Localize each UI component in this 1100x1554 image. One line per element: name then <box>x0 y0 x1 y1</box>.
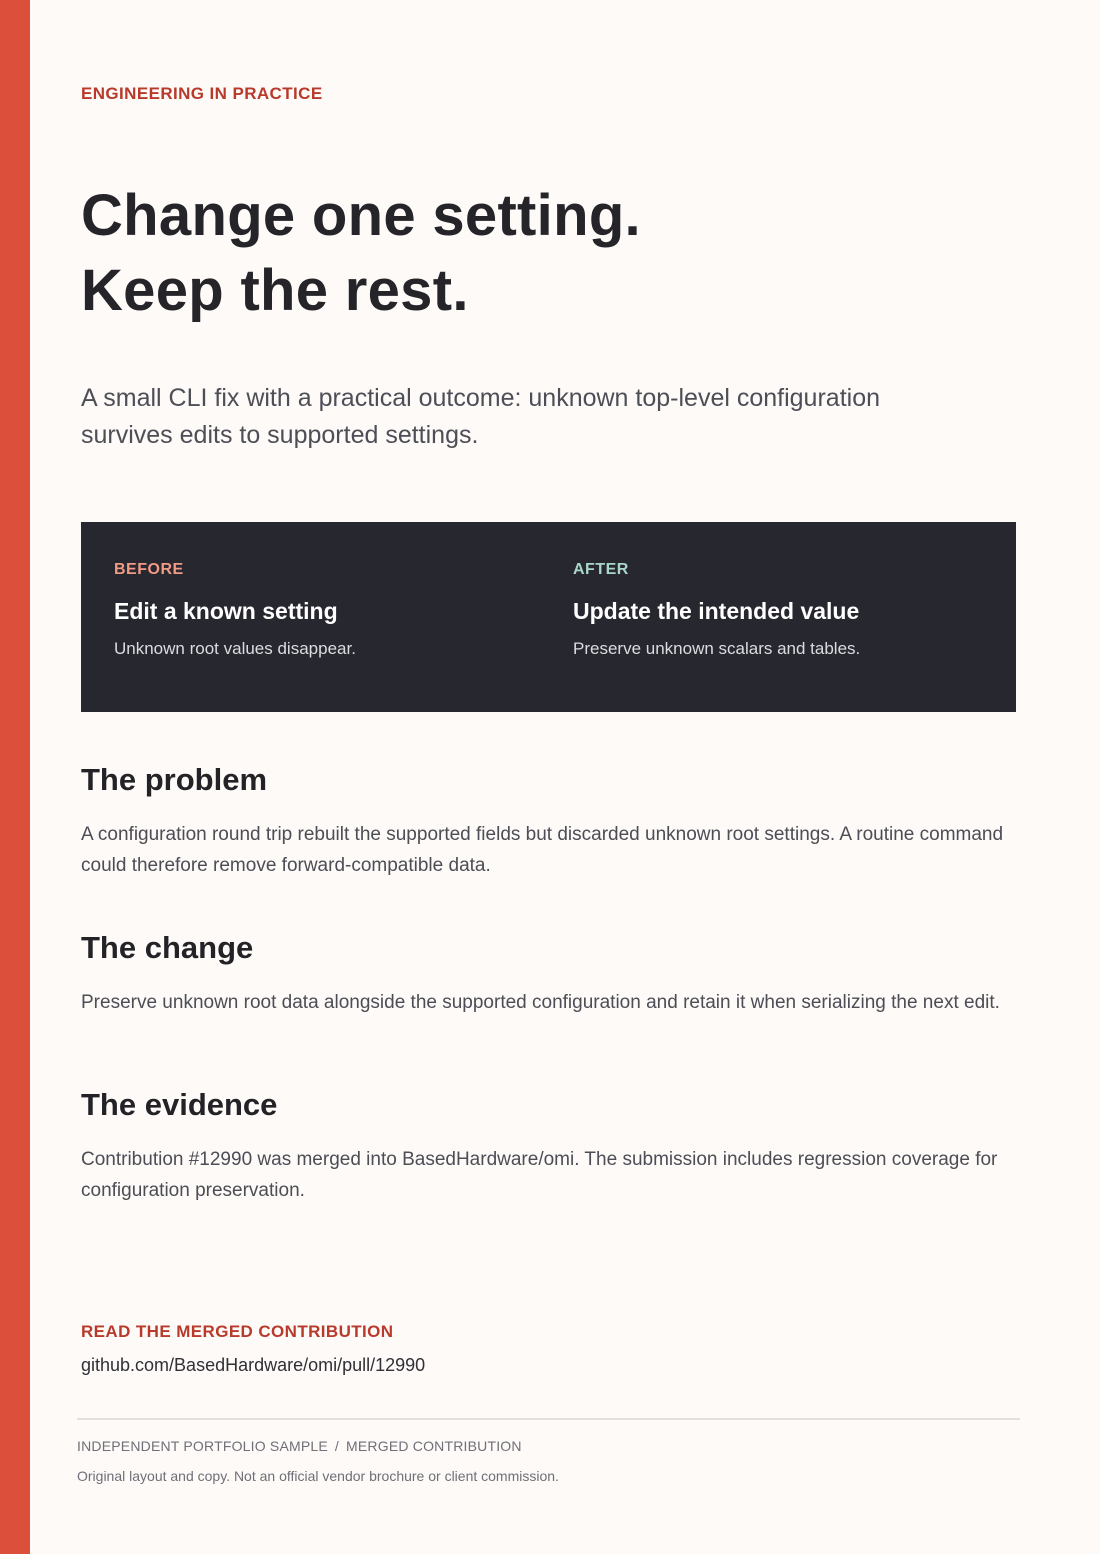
eyebrow-label: ENGINEERING IN PRACTICE <box>81 84 323 103</box>
before-description: Unknown root values disappear. <box>114 639 356 658</box>
footer-meta <box>77 1438 522 1454</box>
after-description: Preserve unknown scalars and tables. <box>573 639 861 658</box>
cta-label: READ THE MERGED CONTRIBUTION <box>81 1322 394 1341</box>
accent-bar <box>0 0 30 1554</box>
lede-paragraph: A small CLI fix with a practical outcome: unknown top-level configuration survives edits to supported settings. <box>81 384 880 449</box>
change-heading: The change <box>81 930 254 965</box>
footer-divider <box>77 1418 1020 1420</box>
after-column <box>573 560 993 659</box>
problem-heading: The problem <box>81 762 268 797</box>
contribution-link[interactable]: github.com/BasedHardware/omi/pull/12990 <box>81 1355 426 1375</box>
footer-note: Original layout and copy. Not an official vendor brochure or client commission. <box>77 1468 559 1484</box>
evidence-heading: The evidence <box>81 1087 278 1122</box>
footer-meta-right: MERGED CONTRIBUTION <box>346 1438 522 1454</box>
page-title <box>81 178 641 328</box>
footer-separator: / <box>334 1438 340 1454</box>
evidence-section <box>81 1087 1021 1206</box>
before-tag: BEFORE <box>114 561 184 578</box>
before-column <box>114 560 534 659</box>
before-heading: Edit a known setting <box>114 598 338 624</box>
after-heading: Update the intended value <box>573 598 860 624</box>
after-tag: AFTER <box>573 561 629 578</box>
problem-section <box>81 762 1021 881</box>
change-section <box>81 930 1021 1018</box>
problem-text: A configuration round trip rebuilt the supported fields but discarded unknown root settings. A routine command could therefore remove forward-compatible data. <box>81 824 1004 876</box>
evidence-text: Contribution #12990 was merged into BasedHardware/omi. The submission includes regression coverage for configuration preservation. <box>81 1149 998 1201</box>
change-text: Preserve unknown root data alongside the supported configuration and retain it when serializing the next edit. <box>81 992 1000 1013</box>
page-title-line-2: Keep the rest. <box>81 258 469 323</box>
before-after-panel <box>81 522 1016 712</box>
page-title-line-1: Change one setting. <box>81 183 641 248</box>
footer-meta-left: INDEPENDENT PORTFOLIO SAMPLE <box>77 1438 328 1454</box>
